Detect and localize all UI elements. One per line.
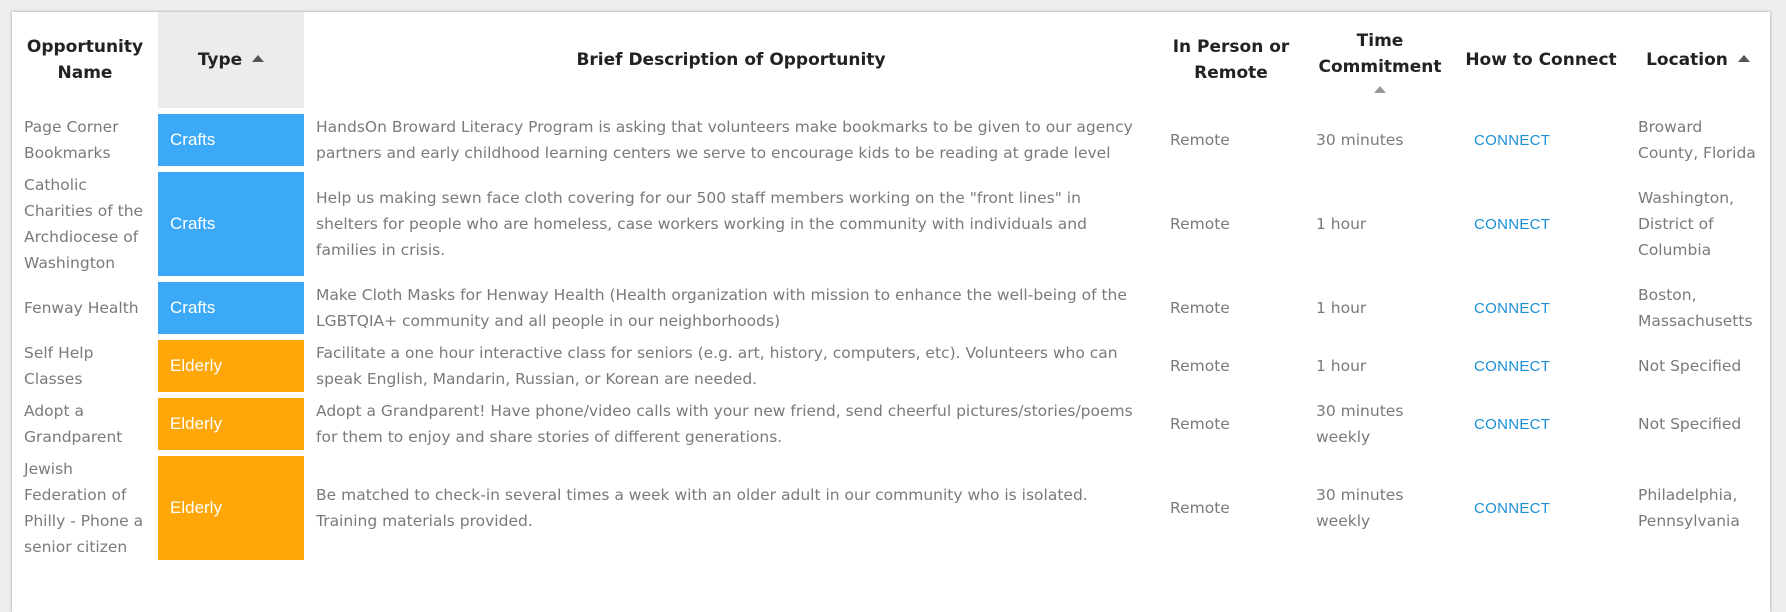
connect-link[interactable]: CONNECT: [1474, 499, 1551, 517]
opportunities-card: [12, 12, 1770, 612]
opportunity-name-cell: Page Corner Bookmarks: [24, 118, 119, 162]
type-badge: Elderly: [158, 340, 304, 392]
header-opportunity-name[interactable]: [12, 12, 158, 108]
sort-ascending-icon[interactable]: [1738, 55, 1750, 62]
table-row: [12, 172, 1770, 276]
type-badge: Elderly: [158, 456, 304, 560]
header-label: Brief Description of Opportunity: [576, 50, 886, 70]
header-label: In Person or Remote: [1172, 37, 1290, 83]
location-cell: Philadelphia, Pennsylvania: [1638, 486, 1740, 530]
connect-cell: [1456, 172, 1626, 276]
time-commitment-cell: 30 minutes weekly: [1316, 402, 1404, 446]
connect-link[interactable]: CONNECT: [1474, 415, 1551, 433]
time-commitment-cell: 30 minutes weekly: [1316, 486, 1404, 530]
description-cell: Help us making sewn face cloth covering for our 500 staff members working on the "front lines" in shelters for people who are homeless, case workers working in the community with individuals and families in crisis.: [316, 189, 1087, 259]
location-cell: Broward County, Florida: [1638, 118, 1756, 162]
description-cell: HandsOn Broward Literacy Program is asking that volunteers make bookmarks to be given to our agency partners and early childhood learning centers we serve to encourage kids to be reading at grade level: [316, 118, 1133, 162]
table-row: [12, 114, 1770, 166]
location-cell: Not Specified: [1638, 357, 1742, 375]
type-badge: Crafts: [158, 114, 304, 166]
sort-ascending-icon[interactable]: [1374, 86, 1386, 93]
description-cell: Make Cloth Masks for Henway Health (Health organization with mission to enhance the well-being of the LGBTQIA+ community and all people in our neighborhoods): [316, 286, 1127, 330]
header-label: Location: [1646, 50, 1728, 70]
header-label: Type: [197, 50, 243, 70]
mode-cell: Remote: [1170, 415, 1230, 433]
header-description[interactable]: [304, 12, 1158, 108]
location-cell: Not Specified: [1638, 415, 1742, 433]
type-badge: Crafts: [158, 172, 304, 276]
opportunities-table: [12, 12, 1770, 566]
mode-cell: Remote: [1170, 131, 1230, 149]
connect-cell: [1456, 398, 1626, 450]
mode-cell: Remote: [1170, 299, 1230, 317]
connect-link[interactable]: CONNECT: [1474, 299, 1551, 317]
connect-cell: [1456, 282, 1626, 334]
connect-link[interactable]: CONNECT: [1474, 215, 1551, 233]
type-badge: Crafts: [158, 282, 304, 334]
time-commitment-cell: 1 hour: [1316, 357, 1367, 375]
mode-cell: Remote: [1170, 357, 1230, 375]
connect-cell: [1456, 340, 1626, 392]
opportunity-name-cell: Self Help Classes: [24, 344, 94, 388]
table-row: [12, 398, 1770, 450]
time-commitment-cell: 30 minutes: [1316, 131, 1404, 149]
connect-cell: [1456, 114, 1626, 166]
location-cell: Boston, Massachusetts: [1638, 286, 1753, 330]
table-row: [12, 456, 1770, 560]
table-row: [12, 340, 1770, 392]
type-badge: Elderly: [158, 398, 304, 450]
header-type[interactable]: [158, 12, 304, 108]
opportunity-name-cell: Catholic Charities of the Archdiocese of Washington: [24, 176, 144, 272]
header-label: Time Commitment: [1318, 30, 1442, 77]
header-label: Opportunity Name: [26, 37, 144, 83]
description-cell: Facilitate a one hour interactive class for seniors (e.g. art, history, computers, etc). Volunteers who can speak English, Mandarin, Russian, or Korean are needed.: [316, 344, 1118, 388]
opportunity-name-cell: Adopt a Grandparent: [24, 402, 123, 446]
header-time-commitment[interactable]: [1304, 12, 1456, 108]
header-label: How to Connect: [1465, 50, 1617, 70]
header-how-to-connect[interactable]: [1456, 12, 1626, 108]
header-location[interactable]: [1626, 12, 1770, 108]
location-cell: Washington, District of Columbia: [1638, 189, 1735, 259]
opportunity-name-cell: Fenway Health: [24, 299, 139, 317]
mode-cell: Remote: [1170, 499, 1230, 517]
connect-link[interactable]: CONNECT: [1474, 357, 1551, 375]
connect-cell: [1456, 456, 1626, 560]
time-commitment-cell: 1 hour: [1316, 215, 1367, 233]
sort-ascending-icon[interactable]: [252, 55, 264, 62]
description-cell: Be matched to check-in several times a week with an older adult in our community who is isolated. Training materials provided.: [316, 486, 1088, 530]
header-in-person-or-remote[interactable]: [1158, 12, 1304, 108]
time-commitment-cell: 1 hour: [1316, 299, 1367, 317]
table-row: [12, 282, 1770, 334]
table-header: [12, 12, 1770, 108]
mode-cell: Remote: [1170, 215, 1230, 233]
connect-link[interactable]: CONNECT: [1474, 131, 1551, 149]
opportunity-name-cell: Jewish Federation of Philly - Phone a senior citizen: [24, 460, 144, 556]
description-cell: Adopt a Grandparent! Have phone/video calls with your new friend, send cheerful pictures/stories/poems for them to enjoy and share stories of different generations.: [316, 402, 1133, 446]
table-body: [12, 114, 1770, 560]
